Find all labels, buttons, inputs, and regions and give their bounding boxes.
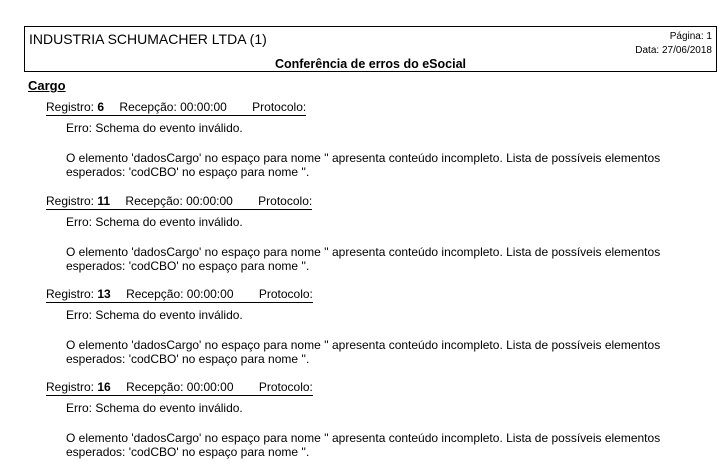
recepcao-label: Recepção: 00:00:00 <box>125 194 233 208</box>
record-header <box>46 100 306 116</box>
report-title: Conferência de erros do eSocial <box>274 57 467 71</box>
registro-number: 13 <box>97 287 111 301</box>
record-header <box>46 380 313 396</box>
record <box>46 192 706 273</box>
error-message: O elemento 'dadosCargo' no espaço para nome '' apresenta conteúdo incompleto. Lista de possíveis elementos esperados: 'codCBO' no espaço para nome ''. <box>66 338 661 366</box>
protocolo-label: Protocolo: <box>258 380 313 394</box>
report-header <box>24 26 717 72</box>
report-date: Data: 27/06/2018 <box>635 45 712 56</box>
protocolo-label: Protocolo: <box>252 100 307 114</box>
recepcao-label: Recepção: 00:00:00 <box>126 287 234 301</box>
recepcao-label: Recepção: 00:00:00 <box>126 380 234 394</box>
protocolo-label: Protocolo: <box>258 287 313 301</box>
company-name: INDUSTRIA SCHUMACHER LTDA (1) <box>29 31 267 47</box>
error-summary: Erro: Schema do evento inválido. <box>66 401 243 415</box>
section-title: Cargo <box>28 78 66 93</box>
record <box>46 285 706 366</box>
error-summary: Erro: Schema do evento inválido. <box>66 308 243 322</box>
recepcao-label: Recepção: 00:00:00 <box>119 100 227 114</box>
page-number: Página: 1 <box>669 31 712 42</box>
error-summary: Erro: Schema do evento inválido. <box>66 215 243 229</box>
protocolo-label: Protocolo: <box>258 194 313 208</box>
error-summary: Erro: Schema do evento inválido. <box>66 121 243 135</box>
registro-label: Registro: <box>46 100 95 114</box>
registro-number: 11 <box>97 194 111 208</box>
registro-number: 16 <box>97 380 111 394</box>
record <box>46 378 706 459</box>
error-message: O elemento 'dadosCargo' no espaço para nome '' apresenta conteúdo incompleto. Lista de possíveis elementos esperados: 'codCBO' no espaço para nome ''. <box>66 245 661 273</box>
registro-label: Registro: <box>46 287 95 301</box>
error-message: O elemento 'dadosCargo' no espaço para nome '' apresenta conteúdo incompleto. Lista de possíveis elementos esperados: 'codCBO' no espaço para nome ''. <box>66 151 661 179</box>
record-header <box>46 287 313 303</box>
registro-number: 6 <box>97 100 105 114</box>
registro-label: Registro: <box>46 194 95 208</box>
registro-label: Registro: <box>46 380 95 394</box>
error-message: O elemento 'dadosCargo' no espaço para nome '' apresenta conteúdo incompleto. Lista de possíveis elementos esperados: 'codCBO' no espaço para nome ''. <box>66 431 661 459</box>
record <box>46 98 706 179</box>
record-header <box>46 194 312 210</box>
